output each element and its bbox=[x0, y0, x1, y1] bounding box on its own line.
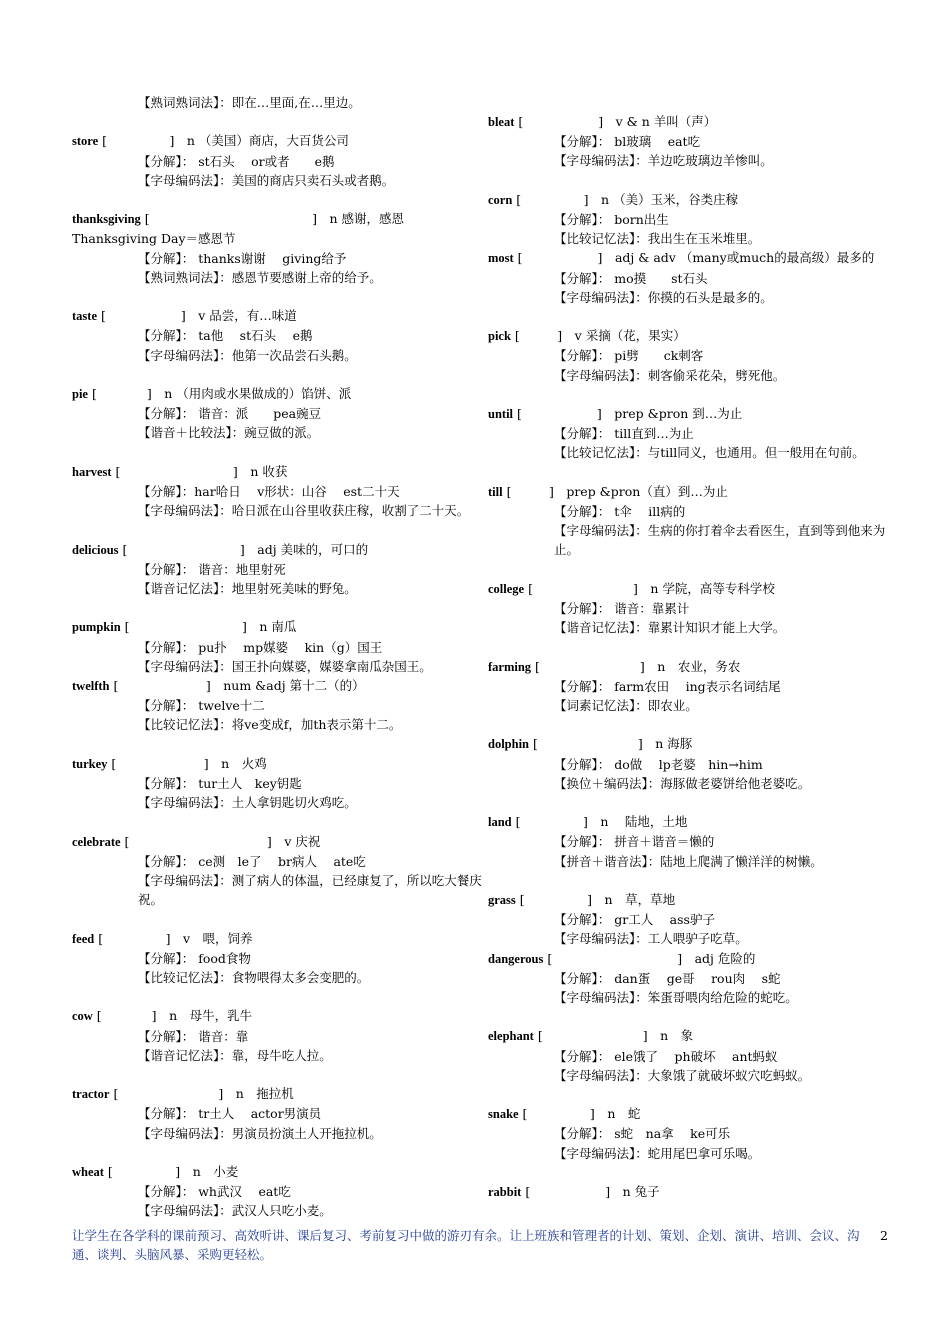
phonetic-bracket: [ ] bbox=[521, 1183, 623, 1199]
headword: wheat bbox=[72, 1164, 104, 1179]
headword-line bbox=[488, 812, 898, 832]
headword: dangerous bbox=[488, 951, 544, 966]
vocab-entry bbox=[488, 812, 898, 871]
headword: rabbit bbox=[488, 1184, 522, 1199]
definition: adj 危险的 bbox=[694, 950, 756, 966]
vocab-entry bbox=[72, 1084, 482, 1143]
mnemonic-note: 【分解】： gr工人 ass驴子 bbox=[554, 912, 715, 928]
headword: tractor bbox=[72, 1087, 110, 1102]
headword-line bbox=[72, 462, 482, 482]
headword-line bbox=[72, 1006, 482, 1026]
mnemonic-note: 【换位＋编码法】：海豚做老婆饼给他老婆吃。 bbox=[554, 775, 811, 791]
headword: pick bbox=[488, 329, 511, 344]
definition: n 拖拉机 bbox=[235, 1086, 294, 1102]
headword-line bbox=[488, 734, 898, 754]
vocab-entry bbox=[72, 209, 482, 287]
headword: land bbox=[488, 815, 512, 830]
mnemonic-note: 【分解】：har哈日 v形状：山谷 est二十天 bbox=[138, 483, 400, 499]
mnemonic-note: 【字母编码法】：哈日派在山谷里收获庄稼，收割了二十天。 bbox=[138, 503, 470, 519]
vocab-entry bbox=[72, 384, 482, 443]
mnemonic-note: 【分解】： s蛇 na拿 ke可乐 bbox=[554, 1126, 731, 1142]
mnemonic-note: 【分解】： t伞 ill病的 bbox=[554, 504, 686, 519]
mnemonic-note: 【字母编码法】：笨蛋哥喂肉给危险的蛇吃。 bbox=[554, 990, 798, 1005]
mnemonic-note: 【字母编码法】：他第一次品尝石头鹅。 bbox=[138, 347, 357, 363]
definition: n 收获 bbox=[250, 463, 288, 479]
mnemonic-note: 【谐音记忆法】：靠累计知识才能上大学。 bbox=[554, 620, 786, 636]
headword: store bbox=[72, 134, 99, 149]
headword-line bbox=[72, 384, 482, 404]
definition: n 陆地，土地 bbox=[600, 814, 688, 830]
mnemonic-note: 【熟词熟词法】：感恩节要感谢上帝的给予。 bbox=[138, 269, 382, 285]
phonetic-bracket: [ ] bbox=[511, 814, 601, 830]
definition: v 采摘（花，果实） bbox=[574, 328, 686, 344]
headword-line bbox=[488, 1026, 898, 1046]
phonetic-bracket: [ ] bbox=[513, 406, 615, 421]
definition: n 草，草地 bbox=[604, 891, 676, 907]
phonetic-bracket: [ ] bbox=[513, 250, 615, 266]
mnemonic-note: 【熟词熟词法】：即在…里面,在…里边。 bbox=[138, 95, 361, 110]
vocab-entry bbox=[72, 754, 482, 813]
mnemonic-note: 【分解】： farm农田 ing表示名词结尾 bbox=[554, 678, 781, 694]
page-number: 2 bbox=[880, 1228, 888, 1243]
vocab-entry bbox=[488, 1182, 898, 1202]
mnemonic-note: 【分解】： tur土人 key钥匙 bbox=[138, 775, 302, 791]
definition: n 兔子 bbox=[622, 1183, 660, 1199]
mnemonic-note: 【字母编码法】：你摸的石头是最多的。 bbox=[554, 289, 773, 305]
vocab-entry bbox=[488, 579, 898, 638]
headword: twelfth bbox=[72, 678, 110, 693]
phonetic-bracket: [ ] bbox=[109, 677, 224, 693]
headword: delicious bbox=[72, 542, 119, 557]
definition: v 品尝，有…味道 bbox=[198, 308, 297, 324]
mnemonic-note: 【分解】： tr土人 actor男演员 bbox=[138, 1106, 322, 1122]
phonetic-bracket: [ ] bbox=[515, 891, 605, 907]
mnemonic-note: 【字母编码法】：生病的你打着伞去看医生，直到等到他来为止。 bbox=[554, 523, 886, 558]
mnemonic-note: 【分解】： thanks谢谢 giving给予 bbox=[138, 250, 347, 266]
vocab-entry bbox=[72, 93, 482, 112]
headword-line bbox=[72, 929, 482, 949]
mnemonic-note: 【字母编码法】：大象饿了就破坏蚁穴吃蚂蚁。 bbox=[554, 1067, 811, 1083]
headword: celebrate bbox=[72, 834, 121, 849]
mnemonic-note: 【谐音记忆法】：地里射死美味的野兔。 bbox=[138, 580, 357, 596]
footer-text: 让学生在各学科的课前预习、高效听讲、课后复习、考前复习中做的游刃有余。让上班族和管理者的计划、策划、企划、演讲、培训、会议、沟通、谈判、头脑风暴、采购更轻松。 bbox=[72, 1228, 860, 1263]
headword: college bbox=[488, 581, 525, 596]
vocab-entry bbox=[488, 482, 898, 560]
mnemonic-note: 【分解】： wh武汉 eat吃 bbox=[138, 1184, 291, 1200]
headword: until bbox=[488, 407, 514, 421]
mnemonic-note: 【比较记忆法】：将ve变成f，加th表示第十二。 bbox=[138, 717, 402, 733]
headword-line bbox=[72, 832, 482, 852]
definition: adj 美味的，可口的 bbox=[257, 541, 369, 557]
phonetic-bracket: [ ] bbox=[543, 950, 695, 966]
mnemonic-note: 【分解】： 拼音＋谐音＝懒的 bbox=[554, 834, 715, 850]
vocab-entry bbox=[488, 734, 898, 793]
definition: n 蛇 bbox=[607, 1106, 641, 1122]
definition: v 庆祝 bbox=[284, 833, 321, 849]
vocab-entry bbox=[488, 112, 898, 171]
vocab-entry bbox=[72, 131, 482, 190]
headword-line bbox=[488, 326, 898, 346]
vocab-entry bbox=[488, 949, 898, 1008]
mnemonic-note: 【字母编码法】：羊边吃玻璃边羊惨叫。 bbox=[554, 153, 773, 169]
headword-line bbox=[72, 1084, 482, 1104]
phonetic-bracket: [ ] bbox=[92, 1008, 170, 1024]
headword-line bbox=[488, 890, 898, 910]
mnemonic-note: 【分解】： 谐音：靠 bbox=[138, 1028, 249, 1044]
mnemonic-note: 【字母编码法】：土人拿钥匙切火鸡吃。 bbox=[138, 795, 357, 811]
vocab-entry bbox=[488, 890, 898, 949]
definition: n 学院，高等专科学校 bbox=[650, 580, 775, 596]
definition: n 感谢，感恩 Thanksgiving Day＝感恩节 bbox=[72, 211, 405, 247]
phonetic-bracket: [ ] bbox=[531, 658, 658, 674]
headword: corn bbox=[488, 192, 513, 207]
phonetic-bracket: [ ] bbox=[118, 541, 258, 557]
phonetic-bracket: [ ] bbox=[98, 133, 187, 149]
mnemonic-note: 【字母编码法】：男演员扮演土人开拖拉机。 bbox=[138, 1125, 382, 1141]
definition: num &adj 第十二（的） bbox=[223, 677, 365, 693]
headword-line bbox=[72, 306, 482, 326]
mnemonic-note: 【字母编码法】：蛇用尾巴拿可乐喝。 bbox=[554, 1145, 761, 1161]
headword-line bbox=[488, 482, 898, 502]
headword: elephant bbox=[488, 1029, 534, 1044]
headword-line bbox=[72, 1162, 482, 1182]
definition: prep &pron 到…为止 bbox=[614, 406, 743, 421]
definition: n 母牛，乳牛 bbox=[169, 1008, 253, 1024]
mnemonic-note: 【分解】： ce测 le了 br病人 ate吃 bbox=[138, 853, 366, 869]
mnemonic-note: 【分解】： st石头 or或者 e鹅 bbox=[138, 153, 335, 169]
definition: adj & adv （many或much的最高级）最多的 bbox=[614, 250, 875, 266]
mnemonic-note: 【分解】： dan蛋 ge哥 rou肉 s蛇 bbox=[554, 970, 781, 986]
definition: n 南瓜 bbox=[259, 619, 297, 635]
phonetic-bracket: [ ] bbox=[94, 930, 183, 946]
mnemonic-note: 【字母编码法】：武汉人只吃小麦。 bbox=[138, 1203, 332, 1219]
headword-line bbox=[488, 112, 898, 132]
headword: cow bbox=[72, 1009, 93, 1024]
phonetic-bracket: [ ] bbox=[514, 114, 616, 129]
headword-line bbox=[488, 1104, 898, 1124]
headword: pie bbox=[72, 386, 88, 401]
phonetic-bracket: [ ] bbox=[109, 1086, 236, 1102]
phonetic-bracket: [ ] bbox=[103, 1163, 193, 1179]
phonetic-bracket: [ ] bbox=[87, 385, 165, 401]
phonetic-bracket: [ ] bbox=[533, 1028, 661, 1044]
headword-line bbox=[72, 540, 482, 560]
headword: dolphin bbox=[488, 737, 530, 752]
definition: n 小麦 bbox=[192, 1163, 239, 1179]
phonetic-bracket: [ ] bbox=[97, 308, 199, 324]
headword: pumpkin bbox=[72, 620, 121, 635]
mnemonic-note: 【分解】： 谐音：靠累计 bbox=[554, 601, 690, 616]
headword-line bbox=[72, 676, 482, 696]
mnemonic-note: 【分解】： do做 lp老婆 hin→him bbox=[554, 756, 763, 772]
mnemonic-note: 【词素记忆法】：即农业。 bbox=[554, 698, 698, 713]
vocab-entry bbox=[488, 326, 898, 385]
mnemonic-note: 【分解】： 谐音：地里射死 bbox=[138, 561, 286, 577]
right-column bbox=[488, 112, 898, 1202]
mnemonic-note: 【分解】： ta他 st石头 e鹅 bbox=[138, 328, 313, 344]
headword-line bbox=[488, 404, 898, 424]
mnemonic-note: 【分解】： food食物 bbox=[138, 950, 251, 966]
phonetic-bracket: [ ] bbox=[529, 736, 656, 752]
definition: n 农业，务农 bbox=[657, 658, 741, 674]
definition: n 象 bbox=[660, 1028, 694, 1044]
headword: harvest bbox=[72, 464, 112, 479]
mnemonic-note: 【比较记忆法】：食物喂得太多会变肥的。 bbox=[138, 969, 370, 985]
mnemonic-note: 【分解】： pu扑 mp媒婆 kin（g）国王 bbox=[138, 639, 383, 655]
vocab-entry bbox=[488, 1026, 898, 1085]
vocab-entry bbox=[72, 1006, 482, 1065]
vocab-entry bbox=[488, 1104, 898, 1163]
vocab-entry bbox=[72, 462, 482, 521]
headword-line bbox=[72, 617, 482, 637]
phonetic-bracket: [ ] bbox=[524, 580, 651, 596]
vocab-entry bbox=[72, 676, 482, 735]
mnemonic-note: 【字母编码法】：测了病人的体温，已经康复了，所以吃大餐庆祝。 bbox=[138, 872, 482, 908]
definition: n 火鸡 bbox=[221, 755, 267, 771]
headword-line bbox=[488, 1182, 898, 1202]
headword: taste bbox=[72, 309, 97, 324]
headword: thanksgiving bbox=[72, 212, 141, 227]
vocab-entry bbox=[72, 832, 482, 910]
mnemonic-note: 【分解】： bl玻璃 eat吃 bbox=[554, 134, 701, 150]
headword: bleat bbox=[488, 115, 515, 129]
vocab-entry bbox=[488, 404, 898, 463]
headword-line bbox=[72, 754, 482, 774]
vocab-entry bbox=[72, 1162, 482, 1221]
mnemonic-note: 【比较记忆法】：我出生在玉米堆里。 bbox=[554, 231, 761, 247]
mnemonic-note: 【分解】： ele饿了 ph破坏 ant蚂蚁 bbox=[554, 1048, 778, 1064]
mnemonic-note: 【分解】： twelve十二 bbox=[138, 698, 265, 714]
mnemonic-note: 【分解】： pi劈 ck刺客 bbox=[554, 348, 704, 364]
vocab-entry bbox=[488, 248, 898, 307]
phonetic-bracket: [ ] bbox=[512, 191, 602, 207]
left-column bbox=[72, 93, 482, 1221]
headword-line bbox=[488, 949, 898, 969]
phonetic-bracket: [ ] bbox=[518, 1106, 608, 1122]
vocab-entry bbox=[72, 306, 482, 365]
definition: v 喂，饲养 bbox=[182, 930, 253, 946]
headword: snake bbox=[488, 1107, 519, 1122]
headword: most bbox=[488, 251, 514, 266]
phonetic-bracket: [ ] bbox=[120, 619, 260, 635]
vocab-entry bbox=[72, 540, 482, 599]
definition: prep &pron（直）到…为止 bbox=[566, 483, 728, 499]
headword: farming bbox=[488, 659, 532, 674]
definition: n 海豚 bbox=[655, 736, 693, 752]
headword: turkey bbox=[72, 756, 108, 771]
headword-line bbox=[72, 209, 482, 248]
definition: n （美）玉米，谷类庄稼 bbox=[601, 191, 739, 207]
definition: v & n 羊叫（声） bbox=[615, 114, 717, 129]
headword-line bbox=[72, 131, 482, 151]
mnemonic-note: 【分解】： born出生 bbox=[554, 212, 669, 227]
vocab-entry bbox=[488, 190, 898, 249]
mnemonic-note: 【分解】： till直到…为止 bbox=[554, 426, 694, 442]
mnemonic-note: 【谐音＋比较法】：豌豆做的派。 bbox=[138, 425, 320, 441]
headword-line bbox=[488, 579, 898, 599]
mnemonic-note: 【比较记忆法】：与till同义，也通用。但一般用在句前。 bbox=[554, 445, 865, 461]
phonetic-bracket: [ ] bbox=[111, 463, 251, 479]
headword-line bbox=[488, 248, 898, 268]
phonetic-bracket: [ ] bbox=[107, 755, 222, 771]
mnemonic-note: 【字母编码法】：国王扑向媒婆，媒婆拿南瓜杂国王。 bbox=[138, 658, 432, 674]
mnemonic-note: 【字母编码法】：美国的商店只卖石头或者鹅。 bbox=[138, 172, 395, 188]
mnemonic-note: 【分解】： 谐音：派 pea豌豆 bbox=[138, 406, 322, 422]
mnemonic-note: 【谐音记忆法】：靠，母牛吃人拉。 bbox=[138, 1047, 332, 1063]
headword: till bbox=[488, 484, 503, 499]
headword: feed bbox=[72, 931, 95, 946]
phonetic-bracket: [ ] bbox=[502, 483, 567, 499]
mnemonic-note: 【字母编码法】：刺客偷采花朵，劈死他。 bbox=[554, 367, 786, 383]
headword-line bbox=[488, 190, 898, 210]
phonetic-bracket: [ ] bbox=[120, 833, 285, 849]
mnemonic-note: 【分解】： mo摸 st石头 bbox=[554, 270, 708, 286]
mnemonic-note: 【字母编码法】：工人喂驴子吃草。 bbox=[554, 931, 748, 947]
phonetic-bracket: [ ] bbox=[510, 328, 575, 344]
vocab-entry bbox=[72, 929, 482, 988]
headword-line bbox=[488, 657, 898, 677]
definition: n （用肉或水果做成的）馅饼、派 bbox=[164, 385, 352, 401]
definition: n （美国）商店，大百货公司 bbox=[186, 133, 349, 149]
phonetic-bracket: [ ] bbox=[140, 211, 330, 227]
mnemonic-note: 【拼音＋谐音法】：陆地上爬满了懒洋洋的树懒。 bbox=[554, 853, 823, 869]
vocab-entry bbox=[488, 657, 898, 716]
headword: grass bbox=[488, 892, 516, 907]
vocab-entry bbox=[72, 617, 482, 676]
